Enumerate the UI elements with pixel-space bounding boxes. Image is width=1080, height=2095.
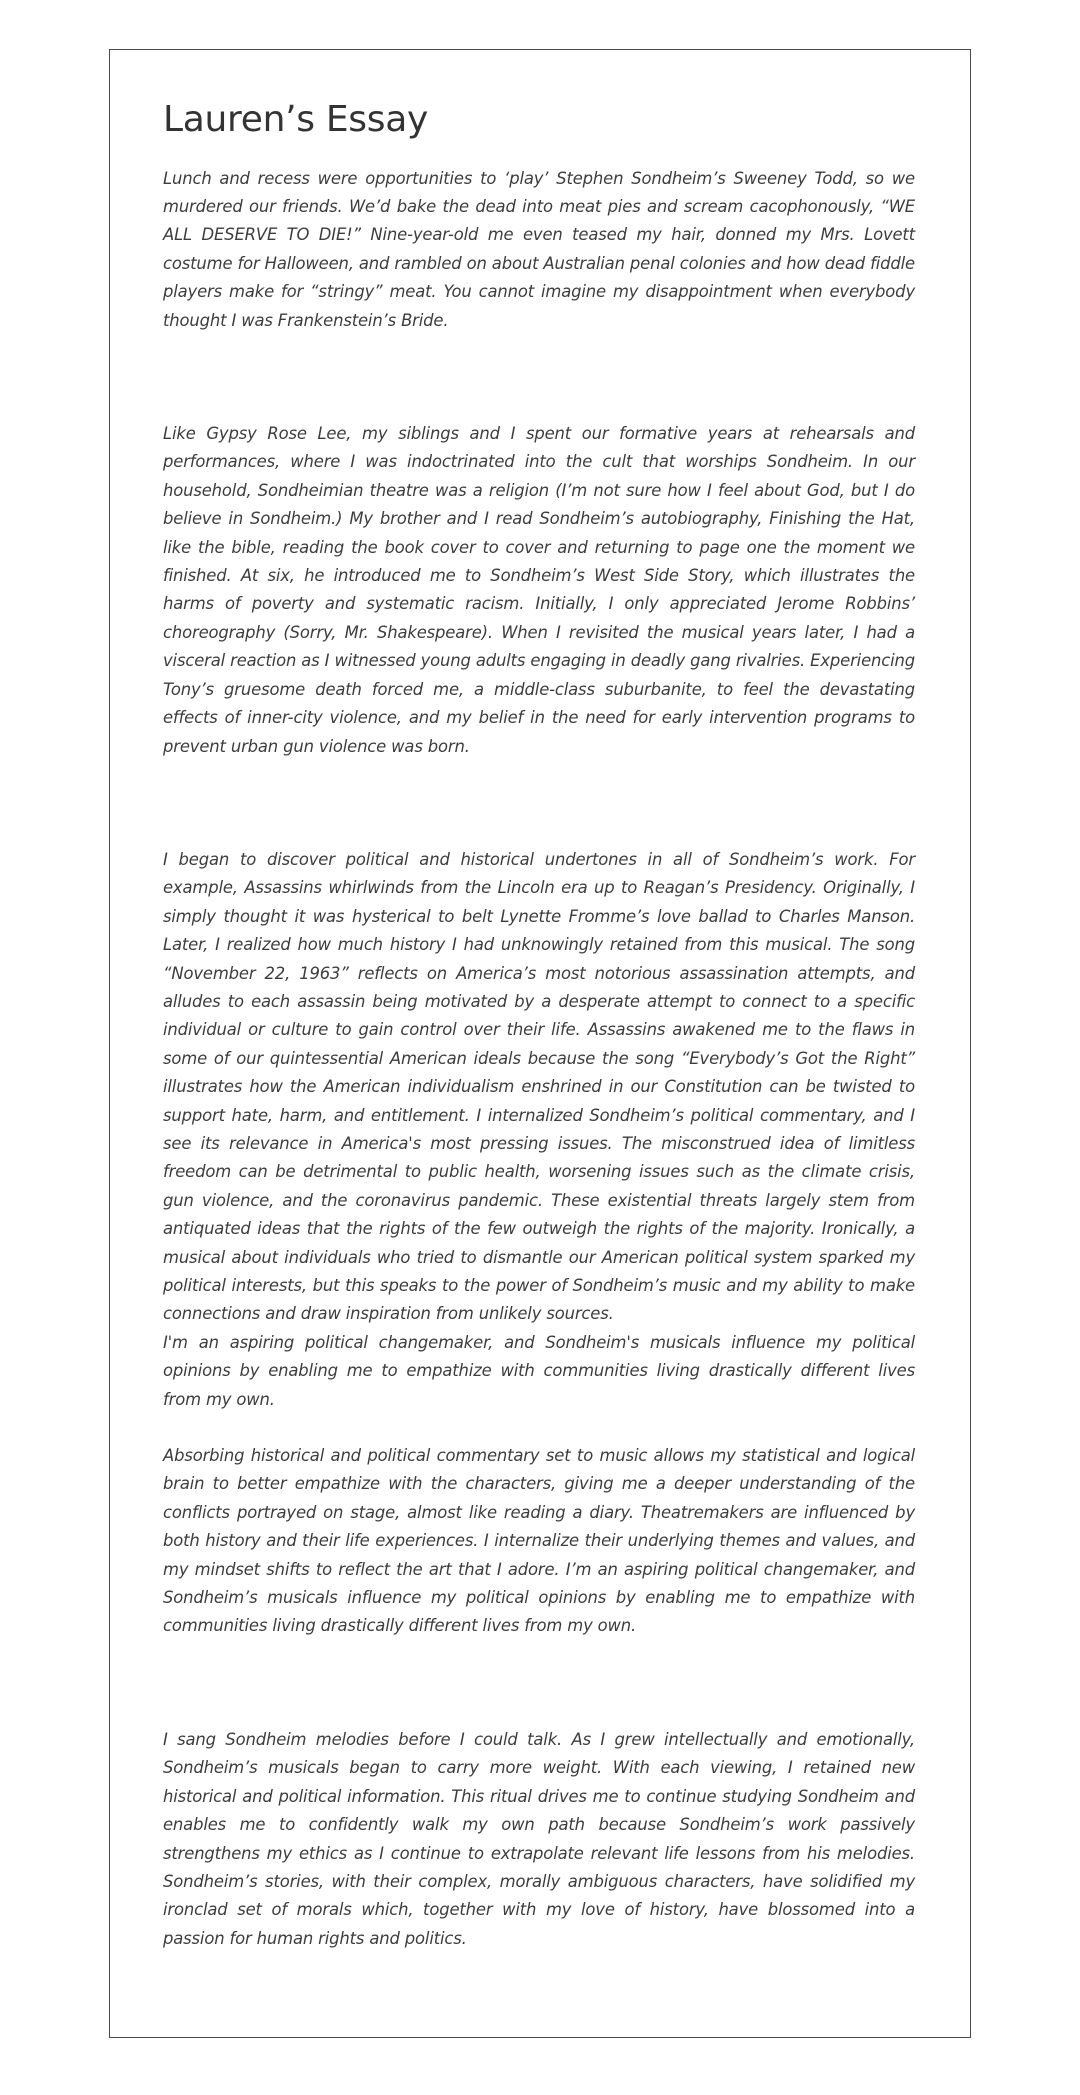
essay-paragraph-5: Absorbing historical and political commentary set to music allows my statistical and logical brain to better empathize with the characters, giving me a deeper understanding of the conflicts portrayed on stage, almost like reading a diary. Theatremakers are influenced by both history and their life experiences. I internalize their underlying themes and values, and my mindset shifts to reflect the art that I adore. I’m an aspiring political changemaker, and Sondheim’s musicals influence my political opinions by enabling me to empathize with communities living drastically different lives from my own.	[163, 1446, 915, 1636]
essay-paragraph-1: Lunch and recess were opportunities to ‘play’ Stephen Sondheim’s Sweeney Todd, so we murdered our friends. We’d bake the dead into meat pies and scream cacophonously, “WE ALL DESERVE TO DIE!” Nine-year-old me even teased my hair, donned my Mrs. Lovett costume for Halloween, and rambled on about Australian penal colonies and how dead fiddle players make for “stringy” meat. You cannot imagine my disappointment when everybody thought I was Frankenstein’s Bride.	[163, 168, 915, 330]
essay-content	[163, 100, 915, 1953]
essay-paragraph-3: I began to discover political and historical undertones in all of Sondheim’s work. For example, Assassins whirlwinds from the Lincoln era up to Reagan’s Presidency. Originally, I simply thought it was hysterical to belt Lynette Fromme’s love ballad to Charles Manson. Later, I realized how much history I had unknowingly retained from this musical. The song “November 22, 1963” reflects on America’s most notorious assassination attempts, and alludes to each assassin being motivated by a desperate attempt to connect to a specific individual or culture to gain control over their life. Assassins awakened me to the flaws in some of our quintessential American ideals because the song “Everybody’s Got the Right” illustrates how the American individualism enshrined in our Constitution can be twisted to support hate, harm, and entitlement. I internalized Sondheim’s political commentary, and I see its relevance in America's most pressing issues. The misconstrued idea of limitless freedom can be detrimental to public health, worsening issues such as the climate crisis, gun violence, and the coronavirus pandemic. These existential threats largely stem from antiquated ideas that the rights of the few outweigh the rights of the majority. Ironically, a musical about individuals who tried to dismantle our American political system sparked my political interests, but this speaks to the power of Sondheim’s music and my ability to make connections and draw inspiration from unlikely sources.	[163, 849, 915, 1324]
essay-title: Lauren’s Essay	[163, 99, 428, 140]
essay-paragraph-6: I sang Sondheim melodies before I could talk. As I grew intellectually and emotionally, Sondheim’s musicals began to carry more weight. With each viewing, I retained new historical and political information. This ritual drives me to continue studying Sondheim and enables me to confidently walk my own path because Sondheim’s work passively strengthens my ethics as I continue to extrapolate relevant life lessons from his melodies. Sondheim’s stories, with their complex, morally ambiguous characters, have solidified my ironclad set of morals which, together with my love of history, have blossomed into a passion for human rights and politics.	[163, 1729, 915, 1948]
essay-paragraph-2: Like Gypsy Rose Lee, my siblings and I spent our formative years at rehearsals and performances, where I was indoctrinated into the cult that worships Sondheim. In our household, Sondheimian theatre was a religion (I’m not sure how I feel about God, but I do believe in Sondheim.) My brother and I read Sondheim’s autobiography, Finishing the Hat, like the bible, reading the book cover to cover and returning to page one the moment we finished. At six, he introduced me to Sondheim’s West Side Story, which illustrates the harms of poverty and systematic racism. Initially, I only appreciated Jerome Robbins’ choreography (Sorry, Mr. Shakespeare). When I revisited the musical years later, I had a visceral reaction as I witnessed young adults engaging in deadly gang rivalries. Experiencing Tony’s gruesome death forced me, a middle-class suburbanite, to feel the devastating effects of inner-city violence, and my belief in the need for early intervention programs to prevent urban gun violence was born.	[163, 424, 915, 756]
essay-page	[109, 49, 971, 2038]
essay-paragraph-4: I'm an aspiring political changemaker, and Sondheim's musicals influence my political opinions by enabling me to empathize with communities living drastically different lives from my own.	[163, 1332, 915, 1409]
